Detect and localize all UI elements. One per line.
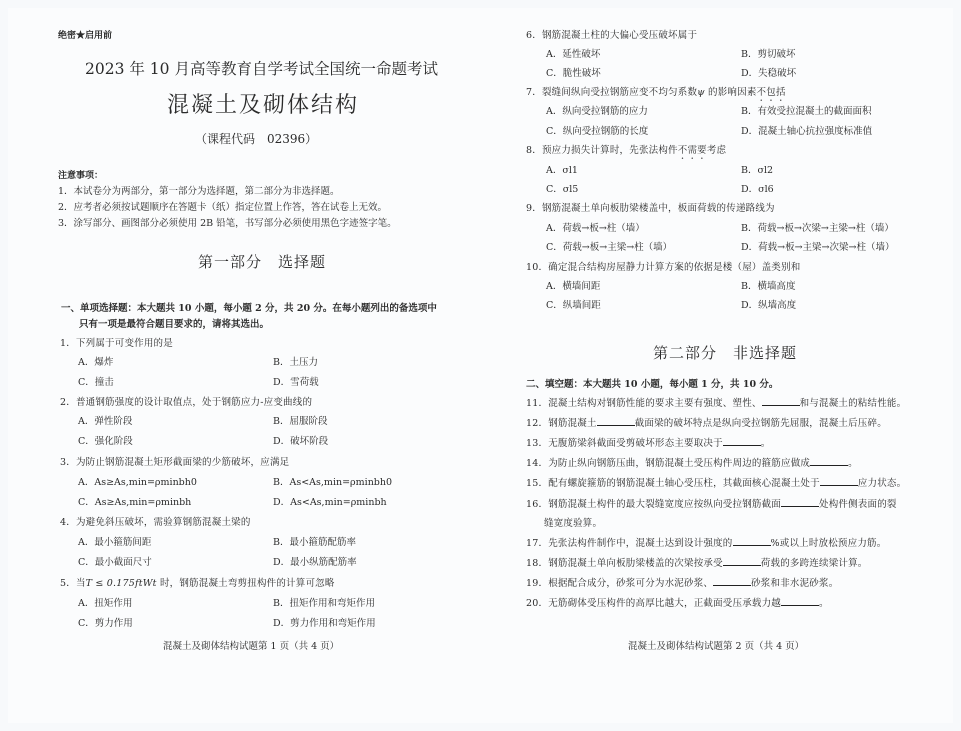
option-c: C．荷载→板→主梁→柱（墙） — [546, 242, 673, 253]
fill-blank-16 — [526, 496, 897, 510]
option-a: A．弹性阶段 — [78, 416, 133, 427]
question-stem: 2．普通钢筋强度的设计取值点，处于钢筋应力-应变曲线的 — [60, 397, 313, 408]
blank-pre: 16．钢筋混凝土构件的最大裂缝宽度应按纵向受拉钢筋截面 — [526, 499, 781, 510]
stem-suffix: 考虑 — [706, 145, 727, 156]
fill-blank-16-cont: 缝宽度验算。 — [544, 518, 603, 529]
exam-sheet — [8, 8, 953, 723]
option-d: D．剪力作用和弯矩作用 — [273, 618, 376, 629]
option-b: B．横墙高度 — [741, 281, 796, 292]
fill-blank-18 — [526, 555, 868, 569]
question-stem — [60, 575, 335, 589]
blank-post: 。 — [848, 458, 858, 469]
option-c: C．纵墙间距 — [546, 300, 601, 311]
blank-post: 。 — [819, 598, 829, 609]
stem-mid: 的影响因素 — [704, 87, 757, 98]
option-d: D．失稳破坏 — [741, 68, 797, 79]
stem-formula: T ≤ 0.175ftWt — [85, 578, 157, 589]
blank-pre: 20．无筋砌体受压构件的高厚比越大，正截面受压承载力越 — [526, 598, 781, 609]
notice-item: 2．应考者必须按试题顺序在答题卡（纸）指定位置上作答，答在试卷上无效。 — [58, 202, 388, 213]
question-stem: 4．为避免斜压破坏，需验算钢筋混凝土梁的 — [60, 517, 251, 528]
blank-pre: 17．先张法构件制作中，混凝土达到设计强度的 — [526, 538, 733, 549]
option-b: B．As<As,min=ρminbh0 — [273, 477, 393, 488]
notice-item: 1．本试卷分为两部分，第一部分为选择题，第二部分为非选择题。 — [58, 186, 340, 197]
fill-blank-13 — [526, 435, 771, 449]
fill-blank-19 — [526, 575, 838, 589]
option-b: B．土压力 — [273, 357, 318, 368]
page-footer: 混凝土及砌体结构试题第 2 页（共 4 页） — [628, 641, 805, 652]
option-b: B．剪切破坏 — [741, 49, 796, 60]
stem-prefix: 8．预应力损失计算时，先张法构件 — [526, 145, 678, 156]
answer-blank — [781, 596, 819, 606]
option-c: C．强化阶段 — [78, 436, 133, 447]
exam-title: 2023 年 10 月高等教育自学考试全国统一命题考试 — [85, 60, 438, 78]
answer-blank — [762, 396, 800, 406]
section-heading: 二、填空题：本大题共 10 小题，每小题 1 分，共 10 分。 — [526, 379, 779, 390]
option-d: D．荷载→板→主梁→次梁→柱（墙） — [741, 242, 895, 253]
psi-symbol: ψ — [697, 87, 705, 98]
option-c: C．剪力作用 — [78, 618, 133, 629]
blank-pre: 13．无腹筋梁斜截面受剪破坏形态主要取决于 — [526, 438, 723, 449]
fill-blank-14 — [526, 455, 858, 469]
stem-suffix: 时，钢筋混凝土弯剪扭构件的计算可忽略 — [156, 578, 335, 589]
stem-prefix: 5．当 — [60, 578, 86, 589]
subject-title: 混凝土及砌体结构 — [167, 93, 360, 118]
part-one-title: 第一部分 选择题 — [198, 253, 327, 271]
blank-pre: 19．根据配合成分，砂浆可分为水泥砂浆、 — [526, 578, 714, 589]
blank-pre: 14．为防止纵向钢筋压曲，钢筋混凝土受压构件周边的箍筋应做成 — [526, 458, 811, 469]
option-c: C．撞击 — [78, 377, 114, 388]
answer-blank — [820, 476, 858, 486]
confidential-mark: 绝密★启用前 — [58, 31, 113, 41]
option-d: D．雪荷载 — [273, 377, 319, 388]
blank-post: 应力状态。 — [857, 478, 907, 489]
blank-post: 处构件侧表面的裂 — [819, 499, 897, 510]
option-c: C．脆性破坏 — [546, 68, 601, 79]
option-a: A．σl1 — [546, 165, 578, 176]
option-a: A．扭矩作用 — [78, 598, 133, 609]
question-stem: 1．下列属于可变作用的是 — [60, 338, 173, 349]
option-d: D．最小纵筋配筋率 — [273, 557, 357, 568]
emphasis-text: 不需要 — [677, 145, 707, 156]
fill-blank-11 — [526, 395, 906, 409]
question-stem — [526, 142, 726, 162]
option-a: A．荷载→板→柱（墙） — [546, 223, 645, 234]
option-a: A．最小箍筋间距 — [78, 537, 152, 548]
option-b: B．有效受拉混凝土的截面面积 — [741, 106, 872, 117]
section-heading-cont: 只有一项是最符合题目要求的，请将其选出。 — [79, 319, 270, 330]
blank-post: 荷载的多跨连续梁计算。 — [760, 558, 868, 569]
question-stem: 10．确定混合结构房屋静力计算方案的依据是楼（屋）盖类别和 — [526, 262, 801, 273]
question-stem: 6．钢筋混凝土柱的大偏心受压破坏属于 — [526, 30, 698, 41]
option-b: B．σl2 — [741, 165, 774, 176]
question-stem: 3．为防止钢筋混凝土矩形截面梁的少筋破坏，应满足 — [60, 457, 290, 468]
fill-blank-12 — [526, 415, 887, 429]
blank-pre: 12．钢筋混凝土 — [526, 418, 597, 429]
page-footer: 混凝土及砌体结构试题第 1 页（共 4 页） — [163, 641, 340, 652]
answer-blank — [723, 556, 761, 566]
blank-post: 和与混凝土的粘结性能。 — [799, 398, 907, 409]
answer-blank — [713, 576, 751, 586]
answer-blank — [597, 416, 635, 426]
option-a: A．横墙间距 — [546, 281, 601, 292]
blank-post: 砂浆和非水泥砂浆。 — [751, 578, 839, 589]
fill-blank-15 — [526, 475, 906, 489]
option-d: D．破坏阶段 — [273, 436, 329, 447]
course-code: （课程代码 02396） — [195, 132, 318, 146]
option-c: C．σl5 — [546, 184, 579, 195]
option-d: D．As<As,min=ρminbh — [273, 497, 387, 508]
notice-item: 3．涂写部分、画图部分必须使用 2B 铅笔，书写部分必须使用黑色字迹签字笔。 — [58, 218, 397, 229]
answer-blank — [810, 456, 848, 466]
blank-post: 。 — [760, 438, 771, 449]
answer-blank — [733, 536, 771, 546]
option-d: D．纵墙高度 — [741, 300, 797, 311]
fill-blank-17 — [526, 535, 886, 549]
blank-pre: 11．混凝土结构对钢筋性能的要求主要有强度、塑性、 — [526, 398, 762, 409]
notice-heading: 注意事项： — [58, 171, 104, 181]
stem-prefix: 7．裂缝间纵向受拉钢筋应变不均匀系数 — [526, 87, 698, 98]
blank-post: 截面梁的破坏特点是纵向受拉钢筋先屈服，混凝土后压碎。 — [634, 418, 887, 429]
emphasis-text: 不包括 — [756, 87, 786, 98]
option-b: B．最小箍筋配筋率 — [273, 537, 356, 548]
option-a: A．As≥As,min=ρminbh0 — [78, 477, 197, 488]
question-stem: 9．钢筋混凝土单向板肋梁楼盖中，板面荷载的传递路线为 — [526, 203, 775, 214]
option-c: C．最小截面尺寸 — [78, 557, 152, 568]
answer-blank — [723, 436, 761, 446]
answer-blank — [781, 497, 819, 507]
blank-pre: 15．配有螺旋箍筋的钢筋混凝土轴心受压柱，其截面核心混凝土处于 — [526, 478, 820, 489]
option-a: A．爆炸 — [78, 357, 114, 368]
option-c: C．纵向受拉钢筋的长度 — [546, 126, 649, 137]
part-two-title: 第二部分 非选择题 — [653, 344, 798, 362]
question-stem — [526, 84, 786, 104]
option-b: B．荷载→板→次梁→主梁→柱（墙） — [741, 223, 894, 234]
option-d: D．σl6 — [741, 184, 774, 195]
option-b: B．扭矩作用和弯矩作用 — [273, 598, 375, 609]
blank-post: %或以上时放松预应力筋。 — [770, 538, 887, 549]
option-c: C．As≥As,min=ρminbh — [78, 497, 192, 508]
option-a: A．延性破坏 — [546, 49, 601, 60]
option-b: B．屈服阶段 — [273, 416, 328, 427]
option-a: A．纵向受拉钢筋的应力 — [546, 106, 648, 117]
fill-blank-20 — [526, 595, 829, 609]
section-heading: 一、单项选择题：本大题共 10 小题，每小题 2 分，共 20 分。在每小题列出的备选项中 — [61, 303, 437, 314]
blank-pre: 18．钢筋混凝土单向板肋梁楼盖的次梁按承受 — [526, 558, 723, 569]
option-d: D．混凝土轴心抗拉强度标准值 — [741, 126, 873, 137]
